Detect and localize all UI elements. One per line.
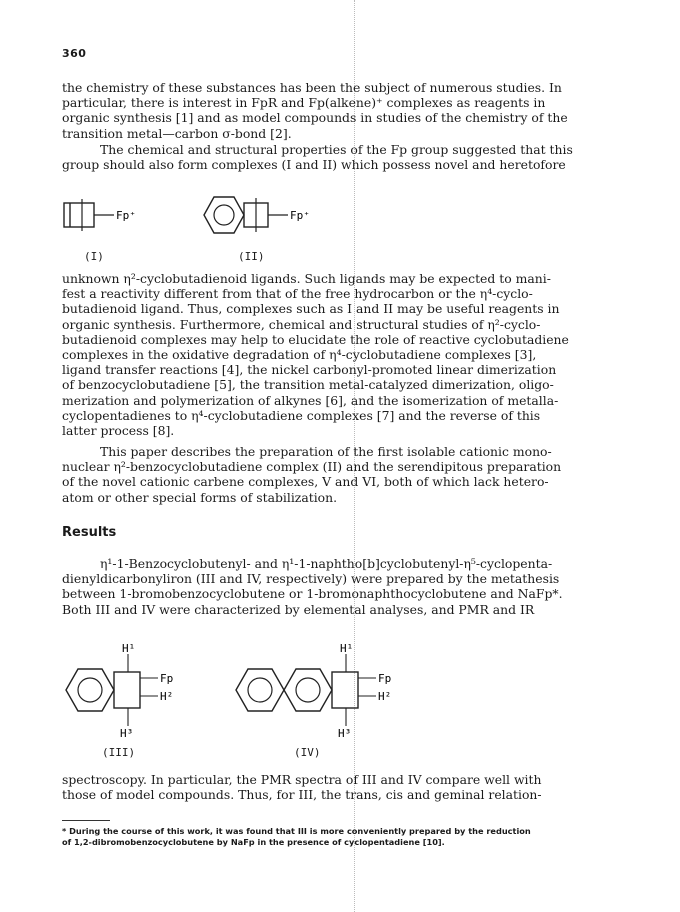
h3-label-iii: H³: [120, 727, 134, 740]
text-line: fest a reactivity different from that of the free hydrocarbon or the η⁴-cyclo-: [62, 286, 533, 302]
text-line: nuclear η²-benzocyclobutadiene complex (II) and the serendipitous preparation: [62, 459, 562, 475]
text-line: group should also form complexes (I and II) which possess novel and heretofore: [62, 157, 566, 173]
footnote-line: * During the course of this work, it was found that III is more conveniently prepared by the reduction: [62, 826, 531, 836]
label-i: (I): [84, 250, 104, 263]
label-ii: (II): [238, 250, 265, 263]
paragraph-results: [62, 556, 642, 617]
text-line: complexes in the oxidative degradation of η⁴-cyclobutadiene complexes [3],: [62, 347, 537, 363]
paragraph-pmr: [62, 772, 642, 802]
text-line: the chemistry of these substances has been the subject of numerous studies. In: [62, 80, 562, 95]
h2-label-iv: H²: [378, 690, 392, 703]
text-line: Both III and IV were characterized by elemental analyses, and PMR and IR: [62, 601, 535, 617]
text-line: organic synthesis. Furthermore, chemical and structural studies of η²-cyclo-: [62, 316, 541, 332]
text-line: merization and polymerization of alkynes [6], and the isomerization of metalla-: [62, 392, 559, 408]
text-line: η¹-1-Benzocyclobutenyl- and η¹-1-naphtho[b]cyclobutenyl-η⁵-cyclopenta-: [100, 556, 553, 571]
text-line: atom or other special forms of stabilization.: [62, 489, 338, 505]
h1-label-iv: H¹: [340, 642, 354, 655]
fp-label-i: Fp⁺: [116, 209, 136, 222]
structure-iv: [232, 640, 422, 740]
h2-label-iii: H²: [160, 690, 174, 703]
paragraph-fp-group: [62, 142, 642, 172]
structure-iv-drawing: [232, 640, 422, 740]
footnote-rule: [62, 820, 110, 821]
text-line: This paper describes the preparation of the first isolable cationic mono-: [100, 444, 552, 459]
paragraph-intro: [62, 80, 642, 141]
text-line: between 1-bromobenzocyclobutene or 1-bromonaphthocyclobutene and NaFp*.: [62, 586, 563, 602]
text-line: cyclopentadienes to η⁴-cyclobutadiene complexes [7] and the reverse of this: [62, 407, 541, 423]
paragraph-ligands: [62, 271, 642, 438]
text-line: spectroscopy. In particular, the PMR spectra of III and IV compare well with: [62, 772, 542, 787]
text-line: The chemical and structural properties of the Fp group suggested that this: [100, 142, 573, 157]
paragraph-this-paper: [62, 444, 642, 505]
text-line: organic synthesis [1] and as model compounds in studies of the chemistry of the: [62, 110, 568, 126]
structure-iii: [62, 640, 242, 740]
fp-label-iv: Fp: [378, 672, 392, 685]
text-line: latter process [8].: [62, 423, 175, 439]
text-line: butadienoid complexes may help to elucidate the role of reactive cyclobutadiene: [62, 331, 569, 347]
structure-iii-drawing: [62, 640, 242, 740]
label-iv: (IV): [294, 746, 321, 759]
fp-label-ii: Fp⁺: [290, 209, 310, 222]
text-line: ligand transfer reactions [4], the nickel carbonyl-promoted linear dimerization: [62, 362, 557, 378]
text-line: dienyldicarbonyliron (III and IV, respectively) were prepared by the metathesis: [62, 571, 560, 587]
h1-label-iii: H¹: [122, 642, 136, 655]
structure-ii: [200, 192, 350, 238]
section-heading-results: Results: [62, 525, 117, 540]
page-number: 360: [62, 47, 87, 60]
structure-i-drawing: [62, 195, 182, 235]
text-line: of the novel cationic carbene complexes, V and VI, both of which lack hetero-: [62, 474, 549, 490]
fp-label-iii: Fp: [160, 672, 174, 685]
structure-i: [62, 195, 182, 235]
footnote-line: of 1,2-dibromobenzocyclobutene by NaFp in the presence of cyclopentadiene [10].: [62, 837, 445, 847]
footnote: [62, 826, 642, 848]
text-line: unknown η²-cyclobutadienoid ligands. Such ligands may be expected to mani-: [62, 271, 551, 286]
text-line: butadienoid ligand. Thus, complexes such as I and II may be useful reagents in: [62, 301, 560, 317]
h3-label-iv: H³: [338, 727, 352, 740]
text-line: particular, there is interest in FpR and Fp(alkene)⁺ complexes as reagents in: [62, 95, 546, 111]
structure-ii-drawing: [200, 192, 350, 238]
text-line: of benzocyclobutadiene [5], the transition metal-catalyzed dimerization, oligo-: [62, 377, 554, 393]
text-line: transition metal—carbon σ-bond [2].: [62, 125, 292, 141]
label-iii: (III): [102, 746, 136, 759]
text-line: those of model compounds. Thus, for III, the trans, cis and geminal relation-: [62, 787, 542, 803]
